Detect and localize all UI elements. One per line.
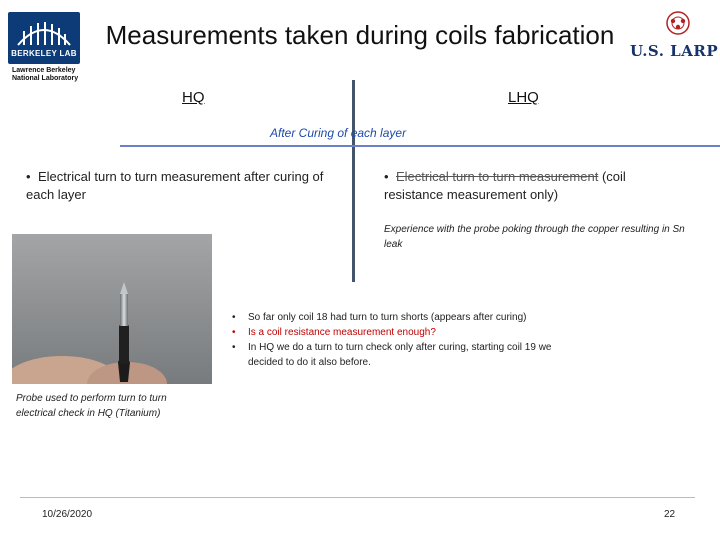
berkeley-lab-wordmark: BERKELEY LAB <box>11 49 77 58</box>
note-item: • Is a coil resistance measurement enough? <box>232 325 552 340</box>
berkeley-lab-logo <box>8 12 80 64</box>
page-number: 22 <box>664 509 676 520</box>
footer-divider <box>20 497 695 498</box>
notes-list <box>232 310 552 370</box>
note-item: • So far only coil 18 had turn to turn shorts (appears after curing) <box>232 310 552 325</box>
bullet-icon: • <box>384 169 389 184</box>
experience-note: Experience with the probe poking through the copper resulting in Sn leak <box>384 224 685 250</box>
column-divider <box>352 80 355 282</box>
section-divider-line <box>120 145 720 147</box>
section-label: After Curing of each layer <box>270 126 407 140</box>
probe-illustration <box>12 234 212 384</box>
larp-emblem-icon <box>664 10 692 36</box>
lbnl-name: Lawrence Berkeley National Laboratory <box>12 67 79 82</box>
photo-caption: Probe used to perform turn to turn electrical check in HQ (Titanium) <box>16 393 167 419</box>
column-header-hq: HQ <box>182 89 205 106</box>
lhq-bullet-text: (coil resistance measurement only) <box>384 169 626 202</box>
us-larp-logo: U.S. LARP <box>630 42 719 60</box>
bullet-icon: • <box>26 169 31 184</box>
note-item: • In HQ we do a turn to turn check only after curing, starting coil 19 we decided to do it also before. <box>232 340 552 370</box>
column-header-lhq: LHQ <box>508 89 539 106</box>
hq-bullet-text: Electrical turn to turn measurement after curing of each layer <box>26 169 324 202</box>
probe-photo <box>12 234 212 384</box>
lhq-bullet <box>384 168 684 204</box>
hq-bullet <box>26 168 326 204</box>
lhq-bullet-struck-text: Electrical turn to turn measurement <box>396 169 599 184</box>
footer-date: 10/26/2020 <box>42 509 93 520</box>
slide-title: Measurements taken during coils fabrication <box>105 20 615 50</box>
berkeley-lab-arches-icon <box>14 17 74 47</box>
